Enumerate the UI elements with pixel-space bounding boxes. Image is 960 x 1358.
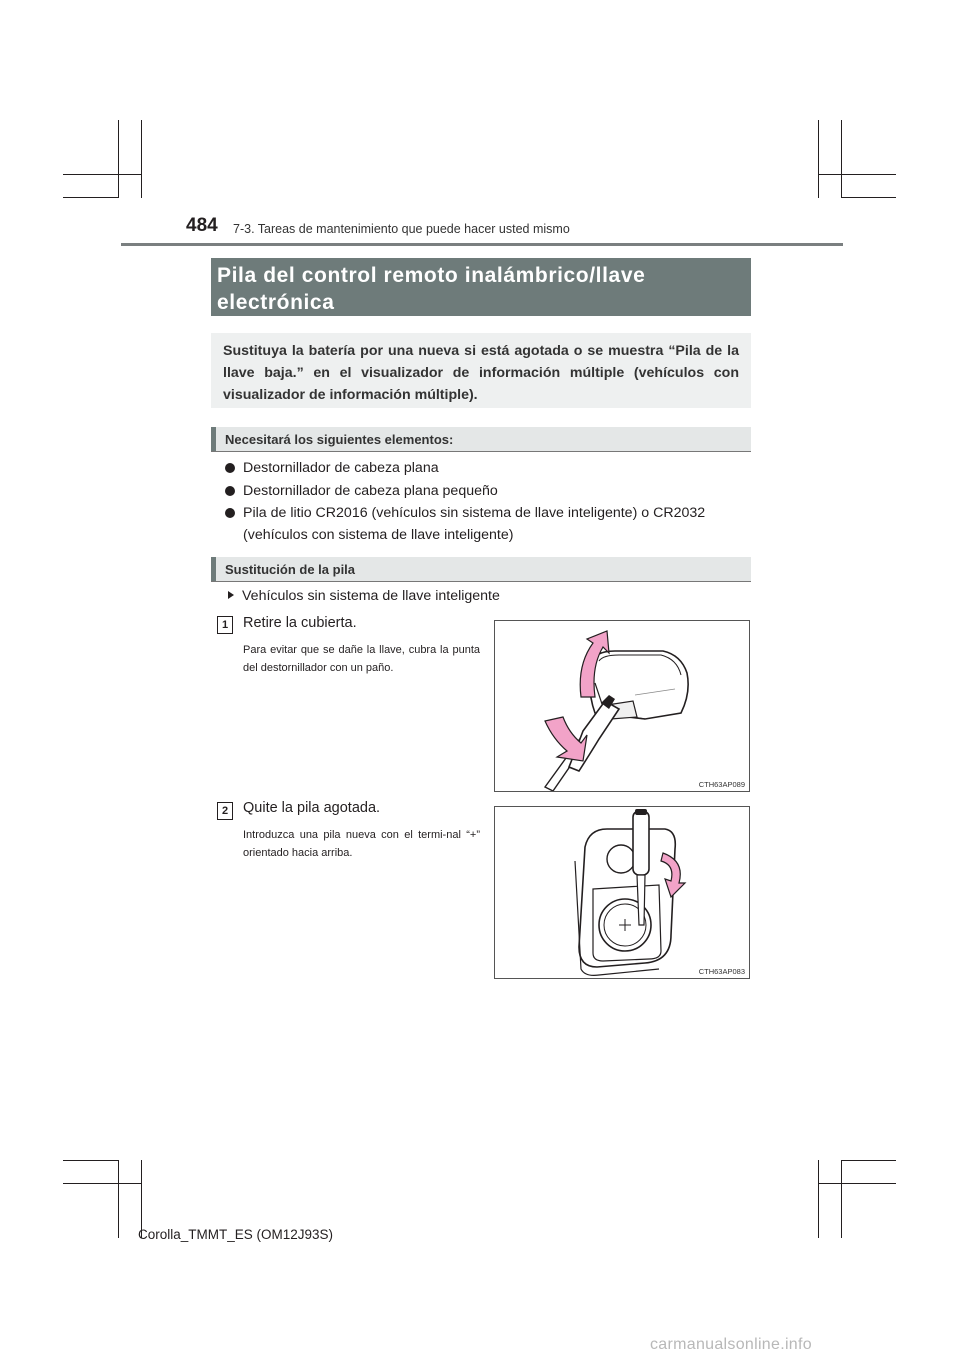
step-number: 1	[217, 616, 233, 634]
key-cover-illustration	[495, 621, 749, 791]
crop-mark	[841, 120, 842, 198]
crop-mark	[63, 1160, 118, 1161]
list-item-text: Pila de litio CR2016 (vehículos sin sistema de llave inteligente) o CR2032 (vehículos con sistema de llave inteligente)	[243, 505, 706, 543]
crop-mark	[118, 120, 119, 198]
replacement-heading	[211, 557, 751, 582]
condition-line	[228, 588, 500, 604]
bullet-icon	[225, 463, 235, 473]
step-title: Retire la cubierta.	[243, 615, 357, 631]
crop-mark	[841, 1160, 842, 1238]
figure-remove-cover	[494, 620, 750, 792]
crop-mark	[818, 174, 896, 175]
required-items-heading-text: Necesitará los siguientes elementos:	[225, 432, 454, 447]
crop-mark	[818, 120, 819, 198]
bullet-icon	[225, 508, 235, 518]
step-number: 2	[217, 802, 233, 820]
crop-mark	[141, 120, 142, 198]
page-number: 484	[186, 215, 218, 236]
step-note: Para evitar que se dañe la llave, cubra la punta del destornillador con un paño.	[243, 644, 480, 674]
step-title: Quite la pila agotada.	[243, 800, 381, 816]
list-item-text: Destornillador de cabeza plana	[243, 460, 439, 476]
bullet-icon	[225, 486, 235, 496]
condition-text: Vehículos sin sistema de llave inteligente	[242, 588, 500, 604]
step-note: Introduzca una pila nueva con el termi-nal “+” orientado hacia arriba.	[243, 829, 480, 859]
page-title-line: electrónica	[217, 291, 335, 314]
crop-mark	[63, 174, 141, 175]
list-item	[225, 502, 751, 546]
crop-mark	[118, 1160, 119, 1238]
intro-box: Sustituya la batería por una nueva si está agotada o se muestra “Pila de la llave baja.” en el visualizador de información múltiple (vehículos con visualizador de información múltiple).	[211, 333, 751, 408]
crop-mark	[63, 197, 118, 198]
page-title-line: Pila del control remoto inalámbrico/llave	[217, 264, 646, 287]
heading-marker	[211, 427, 216, 451]
figure-code: CTH63AP089	[698, 780, 745, 789]
page-title	[211, 258, 751, 316]
section-header: 7-3. Tareas de mantenimiento que puede hacer usted mismo	[233, 222, 570, 236]
crop-mark	[841, 197, 896, 198]
list-item	[225, 457, 751, 479]
crop-mark	[818, 1160, 819, 1238]
required-items-heading	[211, 427, 751, 452]
crop-mark	[63, 1183, 141, 1184]
watermark: carmanualsonline.info	[650, 1336, 812, 1353]
header-divider	[121, 243, 843, 246]
crop-mark	[841, 1160, 896, 1161]
figure-remove-battery	[494, 806, 750, 979]
list-item	[225, 480, 751, 502]
list-item-text: Destornillador de cabeza plana pequeño	[243, 483, 498, 499]
figure-code: CTH63AP083	[698, 967, 745, 976]
heading-marker	[211, 557, 216, 581]
triangle-bullet-icon	[228, 591, 234, 599]
crop-mark	[818, 1183, 896, 1184]
footer-doc-code: Corolla_TMMT_ES (OM12J93S)	[138, 1227, 334, 1242]
replacement-heading-text: Sustitución de la pila	[225, 562, 356, 577]
battery-illustration	[495, 807, 749, 978]
